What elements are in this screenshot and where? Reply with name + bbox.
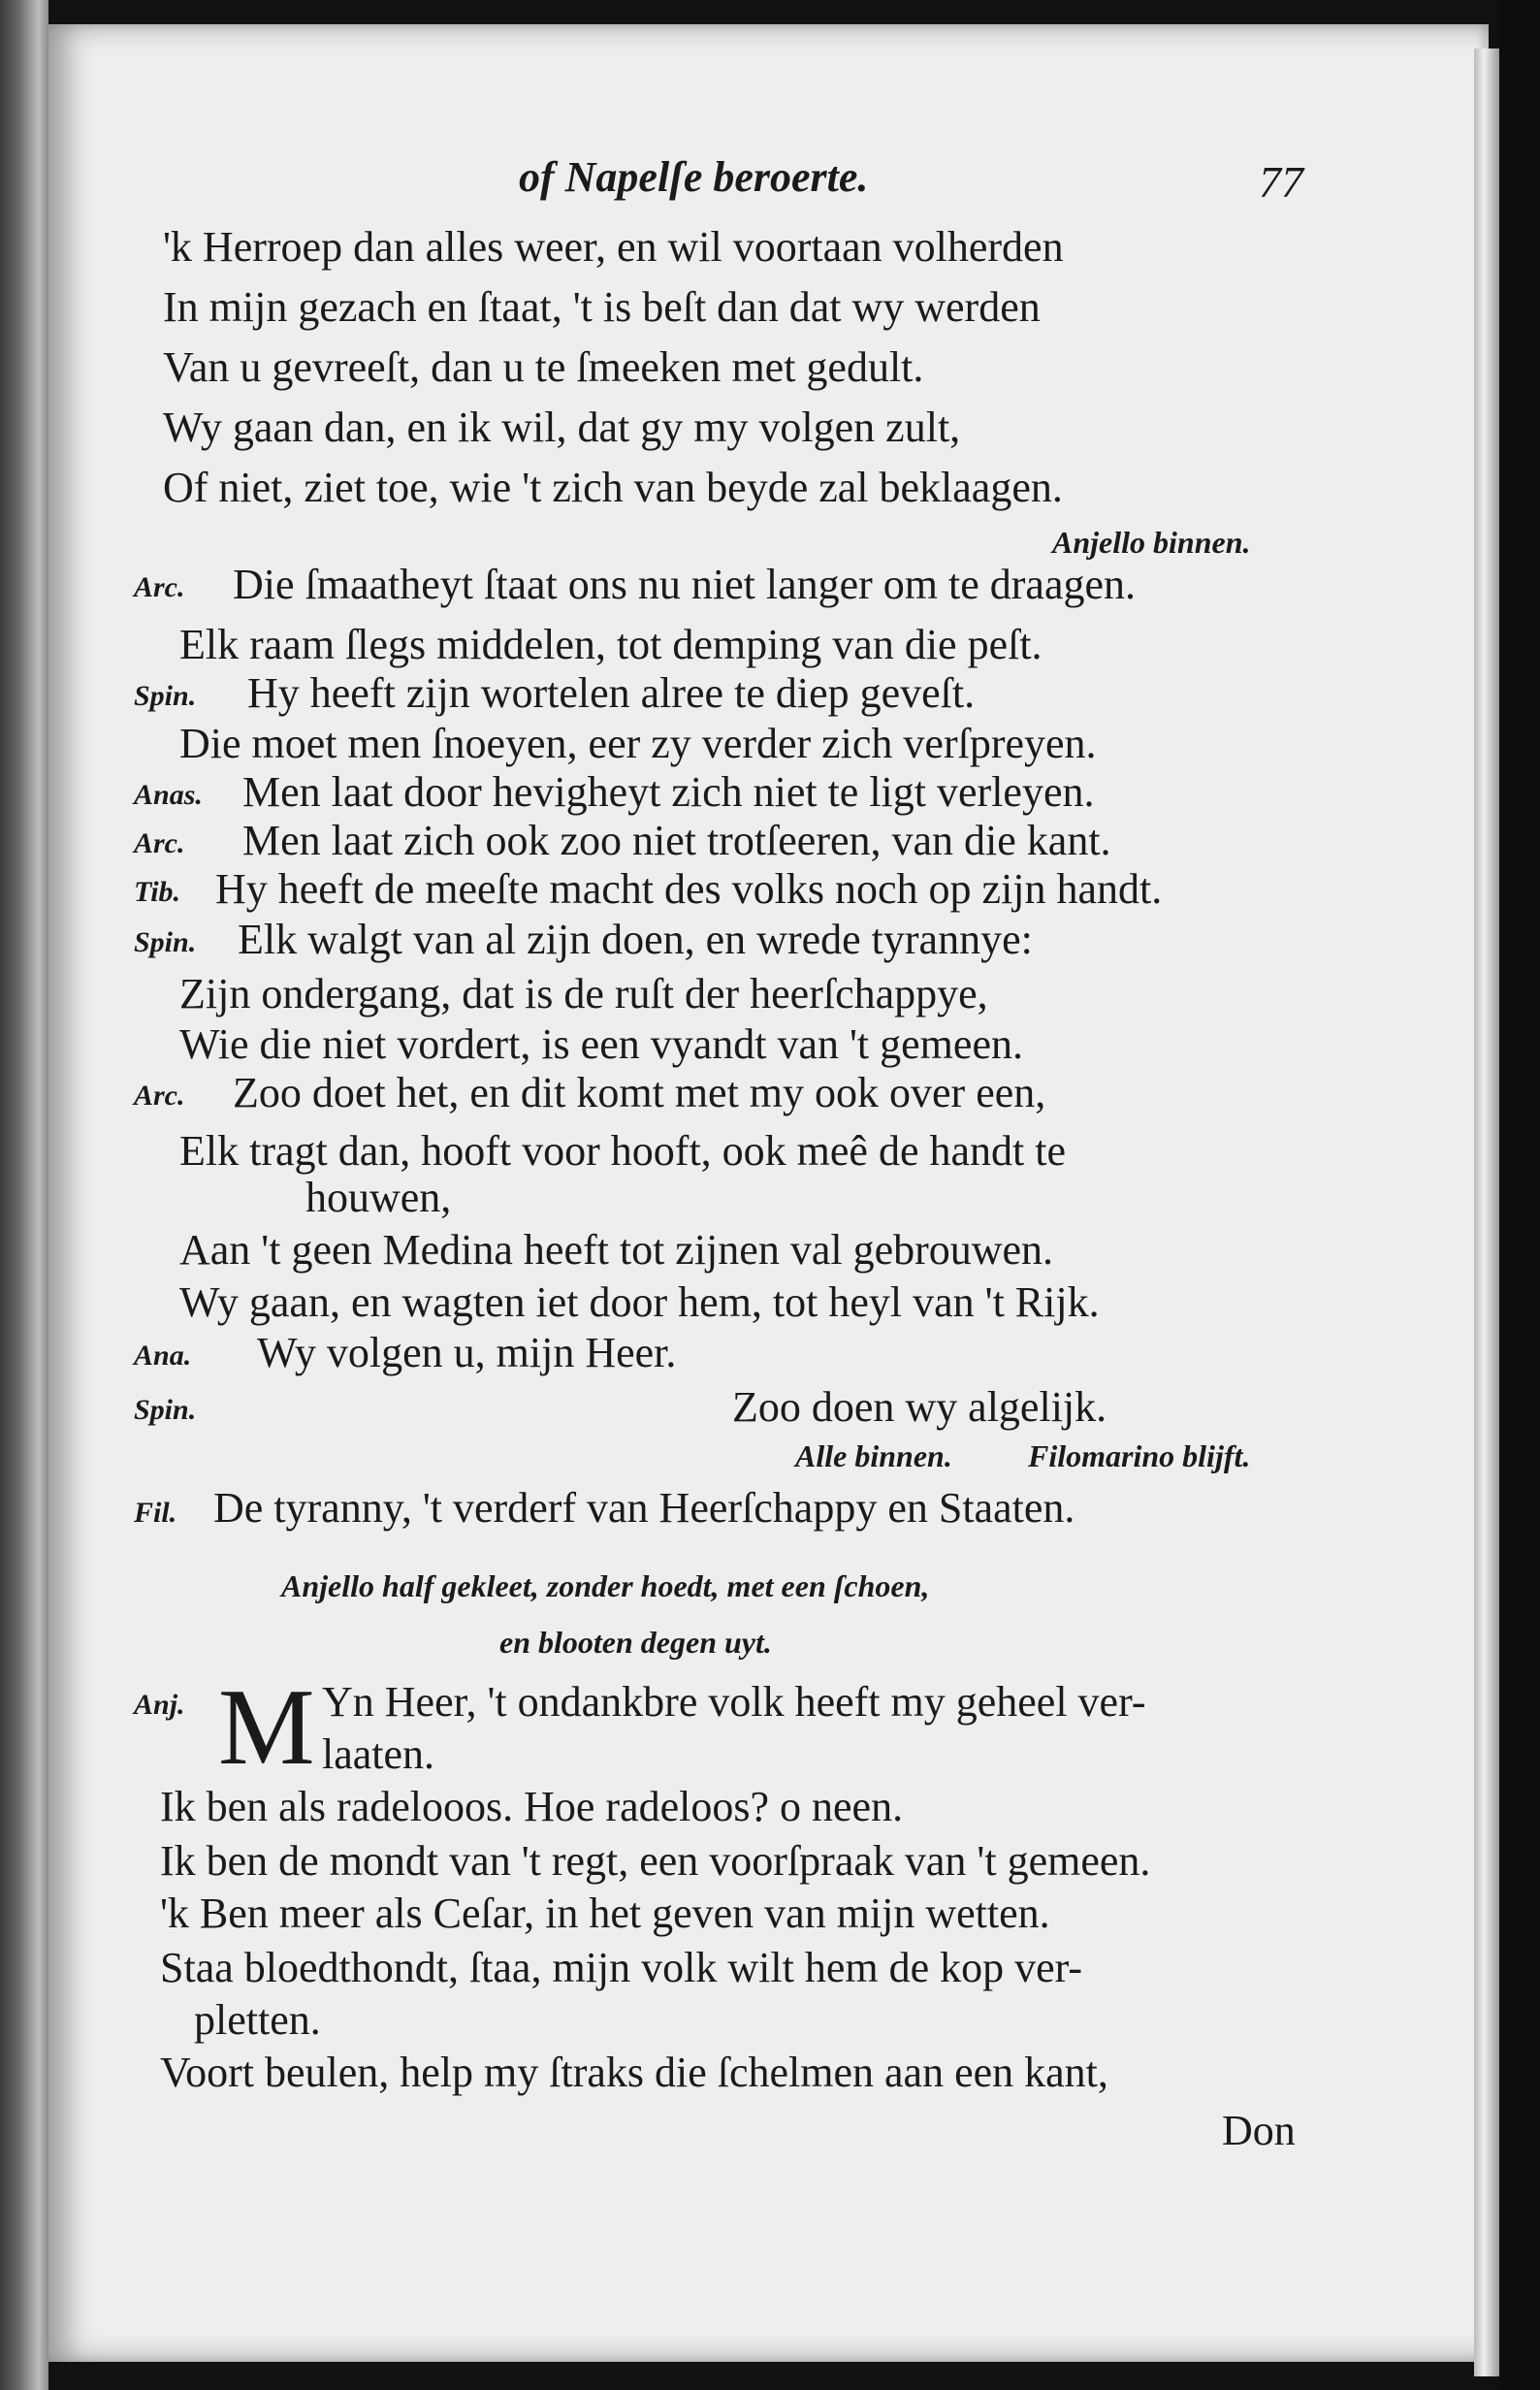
text-line: Wy gaan dan, en ik wil, dat gy my volgen zult, [163, 404, 961, 451]
text-line: Elk walgt van al zijn doen, en wrede tyrannye: [238, 916, 1033, 963]
running-header: of Napelſe beroerte. [519, 153, 869, 201]
text-line: Men laat zich ook zoo niet trotſeeren, van die kant. [242, 817, 1111, 864]
text-line: Wie die niet vordert, is een vyandt van 't gemeen. [179, 1020, 1023, 1068]
stage-direction: Anjello binnen. [1052, 525, 1251, 560]
text-line: Aan 't geen Medina heeft tot zijnen val gebrouwen. [179, 1226, 1054, 1274]
text-line: Yn Heer, 't ondankbre volk heeft my geheel ver- [322, 1678, 1146, 1726]
speaker-label: Anas. [134, 779, 203, 811]
text-line: Ik ben de mondt van 't regt, een voorſpraak van 't gemeen. [160, 1837, 1151, 1885]
text-line: Wy gaan, en wagten iet door hem, tot heyl van 't Rijk. [179, 1278, 1100, 1326]
catchword: Don [1222, 2107, 1296, 2154]
text-line: Die moet men ſnoeyen, eer zy verder zich verſpreyen. [179, 720, 1097, 767]
stage-direction: Filomarino blijft. [1028, 1438, 1251, 1473]
text-line: Voort beulen, help my ſtraks die ſchelmen aan een kant, [160, 2049, 1108, 2096]
text-line: Men laat door hevigheyt zich niet te ligt verleyen. [242, 768, 1095, 816]
text-line: Die ſmaatheyt ſtaat ons nu niet langer om te draagen. [233, 561, 1137, 608]
speaker-label: Ana. [134, 1340, 192, 1372]
text-line: Of niet, ziet toe, wie 't zich van beyde zal beklaagen. [163, 464, 1063, 511]
speaker-label: Arc. [134, 827, 185, 859]
text-line: 'k Herroep dan alles weer, en wil voortaan volherden [163, 223, 1064, 271]
book-binding [1499, 0, 1540, 2390]
speaker-label: Fil. [134, 1497, 177, 1529]
text-line: Wy volgen u, mijn Heer. [257, 1329, 677, 1376]
text-line: Elk tragt dan, hooft voor hooft, ook meê de handt te [179, 1127, 1066, 1175]
text-line: Zoo doen wy algelijk. [732, 1383, 1107, 1431]
text-line: laaten. [322, 1730, 435, 1778]
text-line: Elk raam ſlegs middelen, tot demping van die peſt. [179, 621, 1043, 668]
text-line: Van u gevreeſt, dan u te ſmeeken met gedult. [163, 343, 924, 391]
stage-direction: en blooten degen uyt. [499, 1625, 772, 1660]
text-line: Hy heeft zijn wortelen alree te diep geveſt. [247, 669, 976, 717]
page-number: 77 [1259, 157, 1303, 207]
text-line: Ik ben als radelooos. Hoe radeloos? o neen. [160, 1783, 904, 1830]
stage-direction: Anjello half gekleet, zonder hoedt, met een ſchoen, [281, 1568, 930, 1603]
speaker-label: Spin. [134, 680, 197, 712]
text-line: pletten. [194, 1996, 321, 2044]
text-line: Hy heeft de meeſte macht des volks noch op zijn handt. [215, 865, 1163, 913]
book-page [48, 24, 1489, 2362]
speaker-label: Arc. [134, 1080, 185, 1112]
text-line: Zoo doet het, en dit komt met my ook over een, [233, 1069, 1046, 1116]
text-line: Staa bloedthondt, ſtaa, mijn volk wilt hem de kop ver- [160, 1944, 1083, 1991]
text-line: De tyranny, 't verderf van Heerſchappy en Staaten. [213, 1484, 1075, 1532]
text-line: 'k Ben meer als Ceſar, in het geven van mijn wetten. [160, 1889, 1050, 1937]
speaker-label: Spin. [134, 926, 197, 958]
text-line: In mijn gezach en ſtaat, 't is beſt dan dat wy werden [163, 283, 1041, 331]
speaker-label: Arc. [134, 571, 185, 603]
text-line: houwen, [305, 1174, 452, 1221]
page-right-edge [1474, 48, 1499, 2376]
speaker-label: Spin. [134, 1394, 197, 1426]
stage-direction: Alle binnen. [795, 1438, 952, 1473]
speaker-label: Tib. [134, 876, 181, 908]
speaker-label: Anj. [134, 1689, 185, 1721]
drop-cap: M [218, 1667, 315, 1788]
text-line: Zijn ondergang, dat is de ruſt der heerſchappye, [179, 970, 988, 1017]
page-left-edge [0, 0, 48, 2390]
